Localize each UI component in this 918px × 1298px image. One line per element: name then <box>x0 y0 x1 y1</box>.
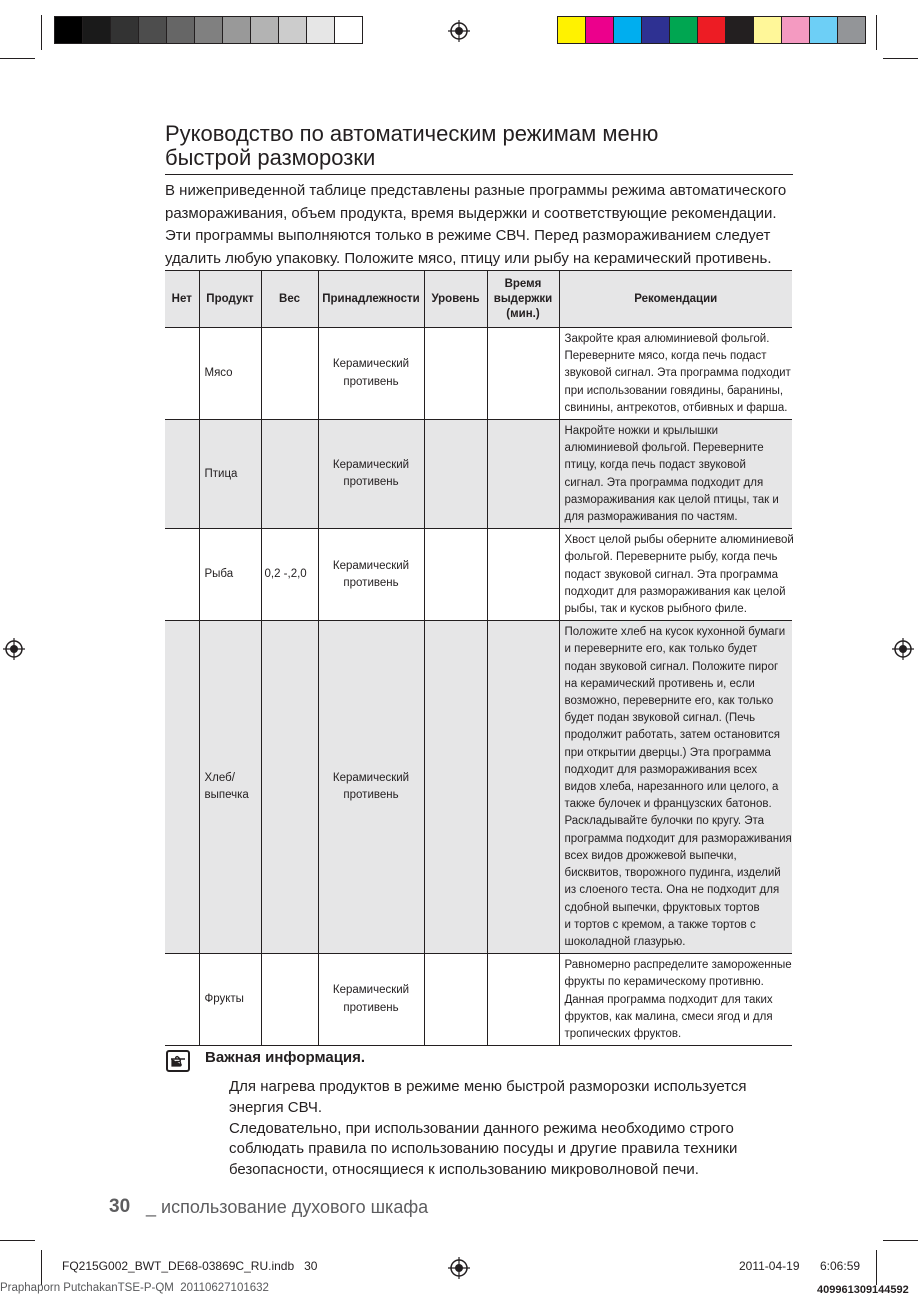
cell-weight <box>261 328 318 420</box>
recommendation-line: птицу, когда печь подаст звуковой <box>564 459 746 472</box>
recommendation-line: продолжит работать, затем остановится <box>564 729 780 742</box>
recommendation-line: сдобной выпечки, фруктовых тортов <box>564 901 760 914</box>
color-swatch <box>613 16 642 44</box>
slug-time: 6:06:59 <box>820 1259 861 1273</box>
recommendation-line: подаст звуковой сигнал. Эта программа <box>564 568 779 581</box>
table-row <box>165 621 792 954</box>
color-swatch <box>138 16 167 44</box>
cell-level <box>424 621 487 954</box>
file-slug: FQ215G002_BWT_DE68-03869C_RU.indb 30 <box>62 1259 318 1273</box>
color-swatch <box>110 16 139 44</box>
note-line: энергия СВЧ. <box>229 1098 323 1116</box>
table-header-row <box>165 271 792 328</box>
recommendation-line: возможно, переверните его, как только <box>564 695 774 708</box>
accessory-line: Керамический <box>332 771 410 784</box>
recommendation-line: бисквитов, творожного пудинга, изделий <box>564 867 781 880</box>
accessory-line: противень <box>343 375 399 388</box>
table-row <box>165 954 792 1046</box>
accessory-line: Керамический <box>332 358 410 371</box>
cell-no <box>165 621 199 954</box>
cell-no <box>165 529 199 621</box>
accessory-line: противень <box>343 576 399 589</box>
recommendation-line: будет подан звуковой сигнал. (Печь <box>564 712 756 725</box>
note-line: Для нагрева продуктов в режиме меню быстрой разморозки используется <box>229 1078 747 1095</box>
cell-product: Мясо <box>199 328 261 420</box>
color-swatch <box>669 16 698 44</box>
note-title: Важная информация. <box>205 1049 366 1066</box>
color-swatch <box>781 16 810 44</box>
color-swatch <box>753 16 782 44</box>
page-title-line: Руководство по автоматическим режимам меню <box>165 121 659 146</box>
cell-product: Рыба <box>199 529 261 621</box>
operator-stamp: Praphaporn PutchakanTSE-P-QM 20110627101632 <box>0 1282 269 1294</box>
job-code: 409961309144592 <box>817 1284 909 1296</box>
cell-accessories <box>318 328 424 420</box>
color-swatch <box>557 16 586 44</box>
color-swatch <box>250 16 279 44</box>
recommendation-line: для размораживания по частям. <box>564 511 738 524</box>
color-swatch <box>837 16 866 44</box>
color-swatch <box>334 16 363 44</box>
cell-recommendation <box>559 328 792 420</box>
cell-weight: 0,2 -,2,0 <box>261 529 318 621</box>
recommendation-line: подходит для размораживания всех <box>564 763 758 776</box>
recommendation-line: и тортов с кремом, а также тортов с <box>564 918 756 931</box>
recommendation-line: фрукты по керамическому противню. <box>564 976 764 989</box>
recommendation-line: Закройте края алюминиевой фольгой. <box>564 333 770 345</box>
header-product: Продукт <box>199 271 261 328</box>
recommendation-line: при использовании говядины, баранины, <box>564 384 784 397</box>
cell-time <box>487 529 559 621</box>
recommendation-line: подходит для размораживания как целой <box>564 585 786 598</box>
header-level: Уровень <box>424 271 487 328</box>
recommendation-line: всех видов дрожжевой выпечки, <box>564 849 737 862</box>
recommendation-line: звуковой сигнал. Эта программа подходит <box>564 367 791 380</box>
color-swatch <box>278 16 307 44</box>
recommendation-line: свинины, антрекотов, отбивных и фарша. <box>564 401 788 414</box>
cell-recommendation <box>559 529 792 621</box>
intro-line: Эти программы выполняются только в режиме СВЧ. Перед размораживанием следует <box>165 227 771 244</box>
color-swatch <box>641 16 670 44</box>
color-swatch <box>725 16 754 44</box>
crop-mark <box>41 15 42 50</box>
crop-mark <box>0 58 35 59</box>
intro-line: размораживания, объем продукта, время выдержки и соответствующие рекомендации. <box>165 204 777 222</box>
color-swatch <box>194 16 223 44</box>
note-line: Следовательно, при использовании данного режима необходимо строго <box>229 1119 734 1137</box>
cell-level <box>424 420 487 529</box>
recommendation-line: фруктов, как малина, смеси ягод и для <box>564 1010 773 1023</box>
recommendation-line: и переверните его, как только будет <box>564 643 758 656</box>
cell-weight <box>261 621 318 954</box>
slug-date: 2011-04-19 <box>739 1259 800 1273</box>
crop-mark <box>883 58 918 59</box>
recommendation-line: шоколадной глазурью. <box>564 935 686 948</box>
accessory-line: Керамический <box>332 984 410 997</box>
pointing-hand-icon <box>166 1050 190 1072</box>
cell-level <box>424 328 487 420</box>
cell-time <box>487 954 559 1046</box>
product-line: выпечка <box>204 789 249 802</box>
cell-product <box>199 621 261 954</box>
header-no: Нет <box>165 271 199 328</box>
crop-mark <box>876 1250 877 1285</box>
color-swatch <box>54 16 83 44</box>
cell-accessories <box>318 420 424 529</box>
recommendation-line: Хвост целой рыбы оберните алюминиевой <box>564 534 794 547</box>
page-number: 30 <box>109 1196 131 1217</box>
table-row <box>165 529 792 621</box>
recommendation-line: алюминиевой фольгой. Переверните <box>564 442 764 455</box>
recommendation-line: подан звуковой сигнал. Положите пирог <box>564 660 779 673</box>
intro-line: В нижеприведенной таблице представлены разные программы режима автоматического <box>165 182 787 199</box>
cell-time <box>487 420 559 529</box>
note-line: безопасности, относящиеся к использованию микроволновой печи. <box>229 1161 699 1179</box>
note-body <box>229 1077 789 1181</box>
page-title <box>165 122 793 175</box>
cell-recommendation <box>559 420 792 529</box>
cell-product: Фрукты <box>199 954 261 1046</box>
table-row <box>165 328 792 420</box>
color-swatch <box>166 16 195 44</box>
accessory-line: Керамический <box>332 458 410 471</box>
color-swatch <box>306 16 335 44</box>
recommendation-line: рыбы, так и кусков рыбного филе. <box>564 603 747 616</box>
accessory-line: противень <box>343 789 399 802</box>
crop-mark <box>41 1250 42 1285</box>
color-swatch <box>697 16 726 44</box>
recommendation-line: Накройте ножки и крылышки <box>564 425 719 438</box>
recommendation-line: Переверните мясо, когда печь подаст <box>564 350 767 363</box>
header-time <box>487 271 559 328</box>
intro-paragraph <box>165 180 793 270</box>
registration-mark-icon <box>448 20 470 42</box>
defrost-programs-table <box>165 270 792 1046</box>
cell-recommendation <box>559 621 792 954</box>
intro-line: удалить любую упаковку. Положите мясо, птицу или рыбу на керамический противень. <box>165 249 772 267</box>
header-weight: Вес <box>261 271 318 328</box>
color-swatch <box>82 16 111 44</box>
cell-no <box>165 420 199 529</box>
cell-accessories <box>318 621 424 954</box>
table-row <box>165 420 792 529</box>
product-line: Хлеб/ <box>204 771 235 784</box>
cell-weight <box>261 420 318 529</box>
header-time-line: (мин.) <box>506 307 540 320</box>
note-line: соблюдать правила по использованию посуды и другие правила техники <box>229 1140 738 1158</box>
page-title-line: быстрой разморозки <box>165 145 376 170</box>
cell-level <box>424 529 487 621</box>
recommendation-line: сигнал. Эта программа подходит для <box>564 476 764 489</box>
crop-mark <box>0 1240 35 1241</box>
accessory-line: противень <box>343 1001 399 1014</box>
crop-mark <box>883 1240 918 1241</box>
cell-accessories <box>318 529 424 621</box>
recommendation-line: Данная программа подходит для таких <box>564 993 773 1006</box>
color-swatch <box>222 16 251 44</box>
cell-level <box>424 954 487 1046</box>
recommendation-line: видов хлеба, нарезанного или целого, а <box>564 781 779 794</box>
header-accessories: Принадлежности <box>318 271 424 328</box>
header-time-line: выдержки <box>493 292 553 305</box>
registration-mark-icon <box>3 638 25 660</box>
recommendation-line: размораживания как целой птицы, так и <box>564 493 779 506</box>
recommendation-line: Положите хлеб на кусок кухонной бумаги <box>564 626 786 639</box>
section-name: _ использование духового шкафа <box>146 1197 429 1217</box>
recommendation-line: на керамический противень и, если <box>564 677 755 690</box>
header-recommendations: Рекомендации <box>559 271 792 328</box>
cell-time <box>487 328 559 420</box>
recommendation-line: тропических фруктов. <box>564 1027 682 1040</box>
registration-mark-icon <box>892 638 914 660</box>
accessory-line: Керамический <box>332 559 410 572</box>
cell-recommendation <box>559 954 792 1046</box>
recommendation-line: фольгой. Переверните рыбу, когда печь <box>564 551 778 564</box>
color-swatch <box>585 16 614 44</box>
color-swatch <box>809 16 838 44</box>
crop-mark <box>876 15 877 50</box>
cell-accessories <box>318 954 424 1046</box>
cell-product: Птица <box>199 420 261 529</box>
recommendation-line: из слоеного теста. Она не подходит для <box>564 884 780 897</box>
cell-weight <box>261 954 318 1046</box>
cell-no <box>165 954 199 1046</box>
recommendation-line: Раскладывайте булочки по кругу. Эта <box>564 815 765 828</box>
recommendation-line: также булочек и французских батонов. <box>564 798 772 811</box>
header-time-line: Время <box>504 277 542 290</box>
accessory-line: противень <box>343 476 399 489</box>
registration-mark-icon <box>448 1257 470 1279</box>
recommendation-line: Равномерно распределите замороженные <box>564 959 792 972</box>
cell-time <box>487 621 559 954</box>
recommendation-line: при открытии дверцы.) Эта программа <box>564 746 771 759</box>
recommendation-line: программа подходит для размораживания <box>564 832 792 845</box>
cell-no <box>165 328 199 420</box>
